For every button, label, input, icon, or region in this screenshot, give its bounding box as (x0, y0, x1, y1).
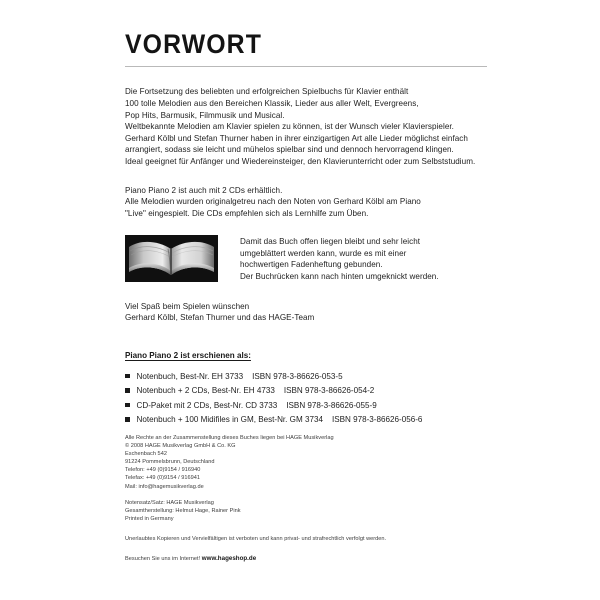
intro-line: 100 tolle Melodien aus den Bereichen Klassik, Lieder aus aller Welt, Evergreens, (125, 98, 419, 108)
street-line: Eschenbach 542 (125, 451, 167, 458)
binding-line: Damit das Buch offen liegen bleibt und sehr leicht (240, 237, 421, 247)
page-title: VORWORT (125, 29, 262, 59)
spacer (125, 543, 505, 555)
typesetting-line: Notensatz/Satz: HAGE Musikverlag (125, 499, 214, 506)
binding-caption (240, 235, 439, 282)
edition-description: Notenbuch + 100 Midifiles in GM, Best-Nr. GM 3734 (136, 415, 323, 425)
website-prefix: Besuchen Sie uns im Internet! (125, 556, 201, 563)
edition-description: CD-Paket mit 2 CDs, Best-Nr. CD 3733 (136, 400, 278, 410)
bullet-square-icon (125, 374, 130, 379)
list-item (125, 400, 487, 411)
intro-line: Weltbekannte Melodien am Klavier spielen zu können, ist der Wunsch vieler Klavierspieler. (125, 122, 454, 132)
editions-heading: Piano Piano 2 ist erschienen als: (125, 350, 251, 360)
cd-paragraph (125, 185, 487, 220)
title-divider (125, 66, 487, 67)
website-link[interactable]: www.hageshop.de (201, 555, 257, 563)
edition-isbn: ISBN 978-3-86626-054-2 (283, 386, 375, 396)
binding-line: Der Buchrücken kann nach hinten umgeknickt werden. (240, 272, 439, 282)
spacer (125, 491, 505, 499)
intro-line: Die Fortsetzung des beliebten und erfolgreichen Spielbuchs für Klavier enthält (125, 87, 409, 97)
intro-line: Gerhard Kölbl und Stefan Thurner haben in ihrer einzigartigen Art alle Lieder möglichst einfach (125, 133, 468, 143)
binding-section (125, 235, 487, 282)
list-item (125, 371, 487, 382)
intro-line: arrangiert, sodass sie leicht und mühelos spielbar sind und dennoch hervorragend klingen. (125, 145, 454, 155)
binding-line: hochwertigen Fadenheftung gebunden. (240, 260, 383, 270)
city-line: 91224 Pommelsbrunn, Deutschland (125, 459, 215, 466)
list-item (125, 414, 487, 425)
intro-line: Pop Hits, Barmusik, Filmmusik und Musical. (125, 110, 285, 120)
page-content (125, 30, 487, 428)
edition-description: Notenbuch, Best-Nr. EH 3733 (136, 371, 244, 381)
open-book-illustration (125, 235, 218, 282)
open-book-photo (125, 235, 218, 282)
fax-line: Telefax: +49 (0)9154 / 916941 (125, 475, 201, 482)
list-item (125, 385, 487, 396)
production-line: Gesamtherstellung: Helmut Hage, Rainer Pink (125, 507, 241, 514)
editions-list (125, 371, 487, 425)
imprint-block (125, 434, 505, 563)
signoff-line: Viel Spaß beim Spielen wünschen (125, 301, 250, 311)
edition-isbn: ISBN 978-3-86626-053-5 (252, 371, 343, 381)
bullet-square-icon (125, 388, 130, 393)
cd-line: Piano Piano 2 ist auch mit 2 CDs erhältlich. (125, 185, 283, 195)
copy-notice-line: Unerlaubtes Kopieren und Vervielfältigen ist verboten und kann privat- und strafrechtlich verfolgt werden. (125, 535, 387, 542)
printed-line: Printed in Germany (125, 515, 174, 522)
intro-line: Ideal geeignet für Anfänger und Wiedereinsteiger, den Klavierunterricht oder zum Selbststudium. (125, 156, 476, 166)
phone-line: Telefon: +49 (0)9154 / 916940 (125, 467, 201, 474)
intro-paragraph (125, 86, 487, 167)
rights-line: Alle Rechte an der Zusammenstellung dieses Buches liegen bei HAGE Musikverlag (125, 435, 334, 441)
spacer (125, 168, 487, 185)
binding-line: umgeblättert werden kann, wurde es mit einer (240, 248, 407, 258)
cd-line: Alle Melodien wurden originalgetreu nach den Noten von Gerhard Kölbl am Piano (125, 197, 421, 207)
website-line (125, 555, 505, 563)
copyright-line: © 2008 HAGE Musikverlag GmbH & Co. KG (125, 443, 236, 450)
mail-line: Mail: info@hagemusikverlag.de (125, 483, 204, 490)
signoff-line: Gerhard Kölbl, Stefan Thurner und das HAGE-Team (125, 313, 315, 323)
cd-line: "Live" eingespielt. Die CDs empfehlen sich als Lernhilfe zum Üben. (125, 208, 369, 218)
edition-isbn: ISBN 978-3-86626-056-6 (331, 415, 423, 425)
edition-description: Notenbuch + 2 CDs, Best-Nr. EH 4733 (136, 386, 275, 396)
spacer (125, 523, 505, 535)
bullet-square-icon (125, 403, 130, 408)
bullet-square-icon (125, 417, 130, 422)
signoff-block (125, 301, 487, 324)
edition-isbn: ISBN 978-3-86626-055-9 (286, 400, 377, 410)
